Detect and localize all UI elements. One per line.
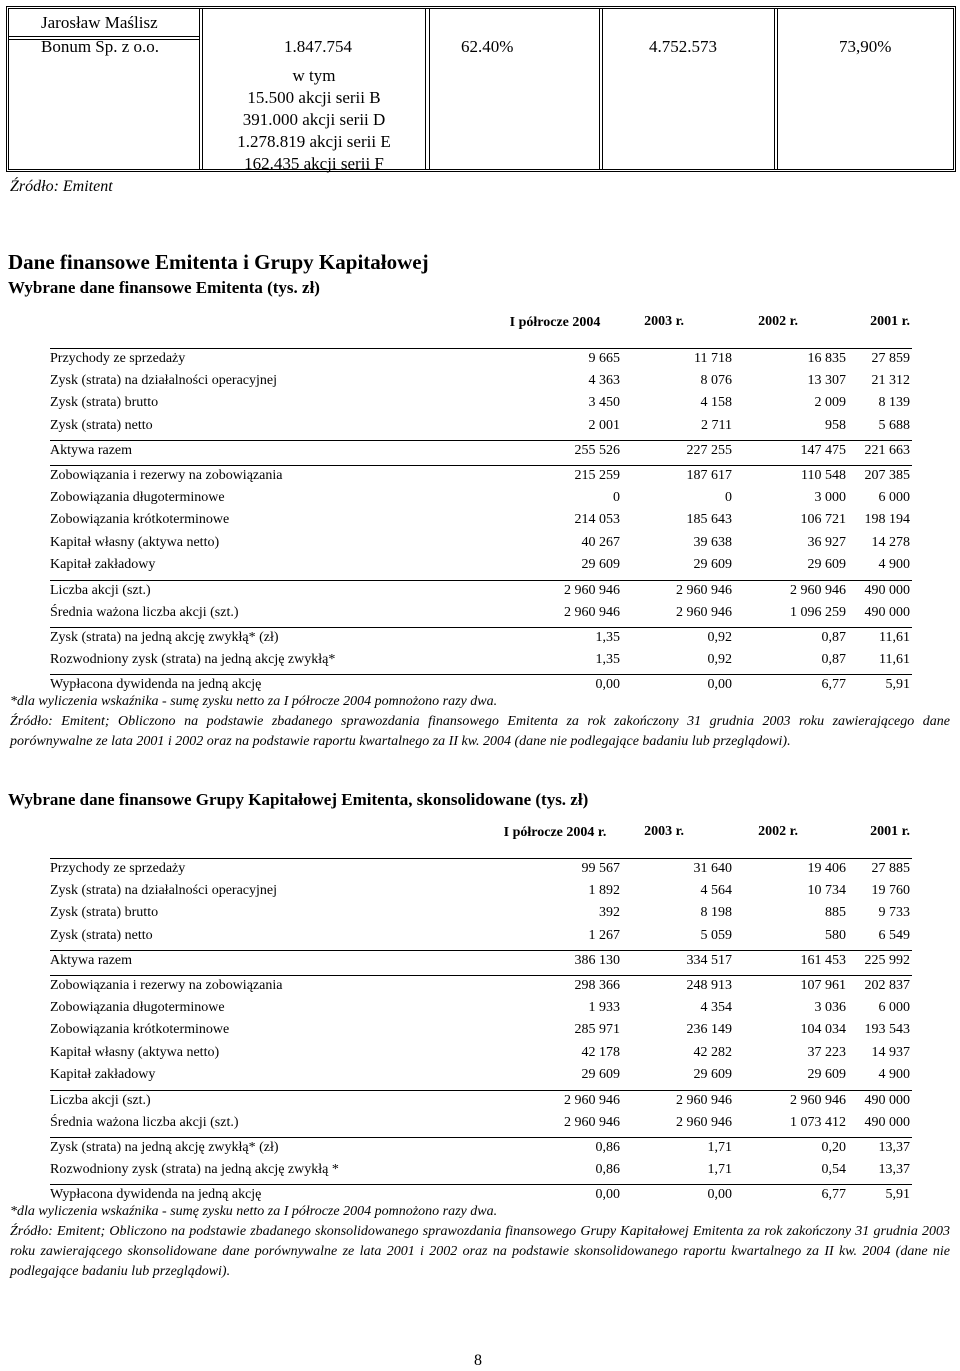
row-value: 13,37	[878, 1140, 910, 1156]
row-label: Aktywa razem	[50, 953, 133, 969]
row-value: 5 688	[878, 417, 910, 433]
row-value: 958	[825, 417, 846, 433]
row-value: 0,20	[821, 1140, 846, 1156]
row-value: 0	[725, 489, 732, 505]
row-value: 193 543	[864, 1022, 910, 1038]
row-value: 8 198	[700, 905, 732, 921]
row-value: 8 076	[700, 372, 732, 388]
row-value: 27 885	[871, 861, 910, 876]
row-value: 29 609	[807, 1067, 846, 1083]
table-row	[50, 465, 912, 486]
row-value: 27 859	[871, 351, 910, 366]
table-row	[50, 440, 912, 461]
row-value: 4 900	[878, 1067, 910, 1083]
row-label: Zobowiązania i rezerwy na zobowiązania	[50, 978, 283, 993]
row-label: Kapitał zakładowy	[50, 557, 156, 573]
row-value: 4 363	[588, 372, 620, 388]
row-label: Zobowiązania długoterminowe	[50, 999, 225, 1015]
row-value: 2 960 946	[676, 1114, 732, 1130]
votes-percent: 73,90%	[839, 37, 892, 56]
row-value: 2 960 946	[676, 583, 732, 598]
row-value: 36 927	[807, 534, 846, 550]
row-value: 198 194	[864, 512, 910, 528]
table-row	[50, 416, 912, 436]
row-value: 2 960 946	[676, 1093, 732, 1108]
row-value: 248 913	[686, 978, 732, 993]
row-label: Kapitał własny (aktywa netto)	[50, 1044, 220, 1060]
row-label: Zobowiązania i rezerwy na zobowiązania	[50, 468, 283, 483]
row-label: Wypłacona dywidenda na jedną akcję	[50, 1187, 262, 1203]
row-value: 9 665	[588, 351, 620, 366]
row-value: 0,54	[821, 1161, 846, 1177]
row-value: 4 564	[700, 882, 732, 898]
votes-count: 4.752.573	[649, 37, 717, 56]
table-row	[50, 348, 912, 369]
table-row	[50, 950, 912, 971]
row-value: 215 259	[574, 468, 620, 483]
row-value: 9 733	[878, 905, 910, 921]
row-value: 202 837	[864, 978, 910, 993]
shares-series-line: 391.000 akcji serii D	[242, 110, 386, 129]
row-value: 3 450	[588, 395, 620, 411]
row-value: 4 158	[700, 395, 732, 411]
row-value: 104 034	[800, 1022, 846, 1038]
row-value: 29 609	[581, 1067, 620, 1083]
row-value: 5,91	[885, 1187, 910, 1203]
row-value: 298 366	[574, 978, 620, 993]
row-value: 2 960 946	[790, 583, 846, 598]
row-label: Zobowiązania długoterminowe	[50, 489, 225, 505]
row-value: 490 000	[864, 1093, 910, 1108]
row-value: 8 139	[878, 395, 910, 411]
table-row	[50, 1184, 912, 1205]
row-value: 0,00	[595, 677, 620, 693]
table2-header-h1-2004: I półrocze 2004 r.	[503, 825, 607, 840]
row-label: Liczba akcji (szt.)	[50, 1093, 151, 1108]
row-value: 11 718	[694, 351, 732, 366]
table1-header-2001: 2001 r.	[870, 314, 910, 329]
row-value: 2 960 946	[564, 583, 620, 598]
row-value: 227 255	[686, 443, 732, 459]
row-value: 1,35	[595, 630, 620, 646]
row-value: 0,92	[707, 630, 732, 646]
row-value: 214 053	[574, 512, 620, 528]
row-label: Liczba akcji (szt.)	[50, 583, 151, 598]
table2-header-2001: 2001 r.	[870, 824, 910, 839]
row-value: 207 385	[864, 468, 910, 483]
row-value: 0,92	[707, 651, 732, 667]
row-label: Zysk (strata) na działalności operacyjnej	[50, 882, 278, 898]
row-label: Średnia ważona liczba akcji (szt.)	[50, 604, 239, 620]
shares-series-line: 15.500 akcji serii B	[247, 88, 381, 107]
row-value: 106 721	[800, 512, 846, 528]
row-value: 0,00	[707, 1187, 732, 1203]
row-value: 1 096 259	[790, 604, 846, 620]
page-number: 8	[474, 1352, 482, 1369]
table1-header-2002: 2002 r.	[758, 314, 798, 329]
shares-total: 1.847.754	[284, 37, 352, 56]
row-value: 107 961	[800, 978, 846, 993]
table1-header-2003: 2003 r.	[644, 314, 684, 329]
table-row	[50, 858, 912, 879]
row-value: 37 223	[807, 1044, 846, 1060]
row-value: 490 000	[864, 583, 910, 598]
table-row	[50, 674, 912, 695]
row-value: 29 609	[693, 1067, 732, 1083]
row-value: 490 000	[864, 1114, 910, 1130]
table2-footnote: *dla wyliczenia wskaźnika - sumę zysku netto za I półrocze 2004 pomnożono razy dwa.	[10, 1204, 498, 1219]
top-source-note: Źródło: Emitent	[10, 178, 113, 195]
row-value: 1 073 412	[790, 1114, 846, 1130]
row-value: 1,71	[707, 1161, 732, 1177]
row-value: 2 960 946	[564, 1093, 620, 1108]
row-value: 29 609	[693, 557, 732, 573]
row-label: Rozwodniony zysk (strata) na jedną akcję zwykłą *	[50, 1161, 339, 1177]
row-value: 110 548	[801, 468, 846, 483]
row-value: 2 711	[701, 417, 732, 433]
row-label: Zysk (strata) na jedną akcję zwykłą* (zł)	[50, 630, 279, 646]
row-value: 6,77	[821, 1187, 846, 1203]
row-value: 1,71	[707, 1140, 732, 1156]
table1-header-h1-2004: I półrocze 2004	[509, 315, 601, 330]
row-value: 161 453	[800, 953, 846, 969]
row-value: 6 549	[878, 927, 910, 943]
row-value: 490 000	[864, 604, 910, 620]
row-value: 392	[599, 905, 620, 921]
row-value: 21 312	[871, 372, 910, 388]
row-value: 0	[613, 489, 620, 505]
row-value: 5 059	[700, 927, 732, 943]
table-row	[50, 1137, 912, 1158]
table1-title: Wybrane dane finansowe Emitenta (tys. zł)	[8, 278, 320, 297]
row-value: 225 992	[864, 953, 910, 969]
row-label: Przychody ze sprzedaży	[50, 351, 186, 366]
table-row	[50, 1020, 912, 1040]
shares-series-line: w tym	[292, 66, 336, 85]
row-value: 2 960 946	[676, 604, 732, 620]
table2-header-2002: 2002 r.	[758, 824, 798, 839]
row-value: 885	[825, 905, 846, 921]
row-label: Zysk (strata) netto	[50, 417, 153, 433]
row-value: 0,86	[595, 1140, 620, 1156]
table-row	[50, 580, 912, 601]
table-row	[50, 1090, 912, 1111]
row-value: 2 009	[814, 395, 846, 411]
row-value: 11,61	[879, 651, 910, 667]
table-row	[50, 533, 912, 553]
row-value: 13,37	[878, 1161, 910, 1177]
table2-header-2003: 2003 r.	[644, 824, 684, 839]
table-row	[50, 393, 912, 413]
table-row	[50, 926, 912, 946]
row-value: 5,91	[885, 677, 910, 693]
table1-source: Źródło: Emitent; Obliczono na podstawie zbadanego sprawozdania finansowego Emitenta za rok zakończony 31 grudnia 2003 roku zawierającego dane porównywalne ze lata 2001 i 2002 oraz na podstawie raportu kwartalnego za II kw. 2004 (dane nie podlegające badaniu lub przeglądowi).	[10, 714, 950, 749]
row-value: 4 354	[700, 999, 732, 1015]
row-value: 2 960 946	[564, 604, 620, 620]
row-value: 4 900	[878, 557, 910, 573]
table-row	[50, 1065, 912, 1085]
row-value: 236 149	[686, 1022, 732, 1038]
row-label: Zysk (strata) netto	[50, 927, 153, 943]
row-value: 19 406	[807, 861, 846, 876]
table-row	[50, 998, 912, 1018]
row-value: 386 130	[574, 953, 620, 969]
shares-series-line: 1.278.819 akcji serii E	[237, 132, 391, 151]
row-value: 285 971	[574, 1022, 620, 1038]
row-value: 1 267	[588, 927, 620, 943]
row-value: 99 567	[581, 861, 620, 876]
row-label: Aktywa razem	[50, 443, 133, 459]
row-value: 3 036	[814, 999, 846, 1015]
row-label: Zobowiązania krótkoterminowe	[50, 1022, 230, 1038]
row-value: 14 937	[871, 1044, 910, 1060]
row-value: 11,61	[879, 630, 910, 646]
row-value: 14 278	[871, 534, 910, 550]
row-value: 255 526	[574, 443, 620, 459]
table-row	[50, 555, 912, 575]
row-value: 2 960 946	[790, 1093, 846, 1108]
row-value: 19 760	[871, 882, 910, 898]
share-percent: 62.40%	[461, 37, 514, 56]
row-value: 31 640	[693, 861, 732, 876]
table-row	[50, 371, 912, 391]
table-row	[50, 903, 912, 923]
row-label: Zysk (strata) na działalności operacyjnej	[50, 372, 278, 388]
row-value: 6 000	[878, 999, 910, 1015]
row-value: 39 638	[693, 534, 732, 550]
row-value: 1 892	[588, 882, 620, 898]
table1-footnote: *dla wyliczenia wskaźnika - sumę zysku netto za I półrocze 2004 pomnożono razy dwa.	[10, 694, 498, 709]
row-value: 16 835	[807, 351, 846, 366]
row-label: Zysk (strata) brutto	[50, 905, 159, 921]
row-value: 185 643	[686, 512, 732, 528]
table2-source: Źródło: Emitent; Obliczono na podstawie zbadanego skonsolidowanego sprawozdania finansowego Grupy Kapitałowej Emitenta za rok zakończony 31 grudnia 2003 roku zawierającego skonsolidowane dane porównywalne ze lata 2001 i 2002 oraz na podstawie skonsolidowanego raportu kwartalnego za II kw. 2004 (dane nie podlegające badaniu lub przeglądowi).	[10, 1224, 950, 1279]
row-value: 42 282	[693, 1044, 732, 1060]
table-row	[50, 1160, 912, 1180]
row-value: 29 609	[581, 557, 620, 573]
table-row	[50, 975, 912, 996]
row-label: Zysk (strata) na jedną akcję zwykłą* (zł)	[50, 1140, 279, 1156]
shareholder-name: Jarosław Maślisz	[41, 13, 158, 32]
table-row	[50, 1113, 912, 1133]
table-row	[50, 488, 912, 508]
row-value: 147 475	[800, 443, 846, 459]
row-value: 42 178	[581, 1044, 620, 1060]
row-label: Zobowiązania krótkoterminowe	[50, 512, 230, 528]
row-value: 1,35	[595, 651, 620, 667]
row-label: Zysk (strata) brutto	[50, 395, 159, 411]
table-row	[50, 881, 912, 901]
row-value: 2 001	[588, 417, 620, 433]
row-label: Średnia ważona liczba akcji (szt.)	[50, 1114, 239, 1130]
row-value: 0,87	[821, 630, 846, 646]
row-value: 187 617	[686, 468, 732, 483]
section-title: Dane finansowe Emitenta i Grupy Kapitałowej	[8, 250, 429, 274]
row-value: 10 734	[807, 882, 846, 898]
row-value: 29 609	[807, 557, 846, 573]
row-value: 0,86	[595, 1161, 620, 1177]
row-value: 1 933	[588, 999, 620, 1015]
row-label: Wypłacona dywidenda na jedną akcję	[50, 677, 262, 693]
row-value: 221 663	[864, 443, 910, 459]
table-row	[50, 603, 912, 623]
table-row	[50, 627, 912, 648]
row-value: 2 960 946	[564, 1114, 620, 1130]
row-value: 580	[825, 927, 846, 943]
table-row	[50, 510, 912, 530]
table2-title: Wybrane dane finansowe Grupy Kapitałowej Emitenta, skonsolidowane (tys. zł)	[8, 790, 589, 809]
row-value: 0,00	[707, 677, 732, 693]
row-value: 0,00	[595, 1187, 620, 1203]
row-value: 6,77	[821, 677, 846, 693]
row-label: Kapitał zakładowy	[50, 1067, 156, 1083]
shareholder-table	[6, 6, 956, 172]
row-value: 13 307	[807, 372, 846, 388]
row-label: Kapitał własny (aktywa netto)	[50, 534, 220, 550]
shares-series-list	[214, 65, 414, 175]
table-row	[50, 650, 912, 670]
row-value: 6 000	[878, 489, 910, 505]
row-label: Przychody ze sprzedaży	[50, 861, 186, 876]
table-row	[50, 1043, 912, 1063]
row-label: Rozwodniony zysk (strata) na jedną akcję zwykłą*	[50, 651, 336, 667]
row-value: 40 267	[581, 534, 620, 550]
shares-series-line: 162.435 akcji serii F	[244, 154, 384, 173]
row-value: 3 000	[814, 489, 846, 505]
row-value: 334 517	[686, 953, 732, 969]
row-value: 0,87	[821, 651, 846, 667]
shareholder-company: Bonum Sp. z o.o.	[41, 37, 160, 56]
